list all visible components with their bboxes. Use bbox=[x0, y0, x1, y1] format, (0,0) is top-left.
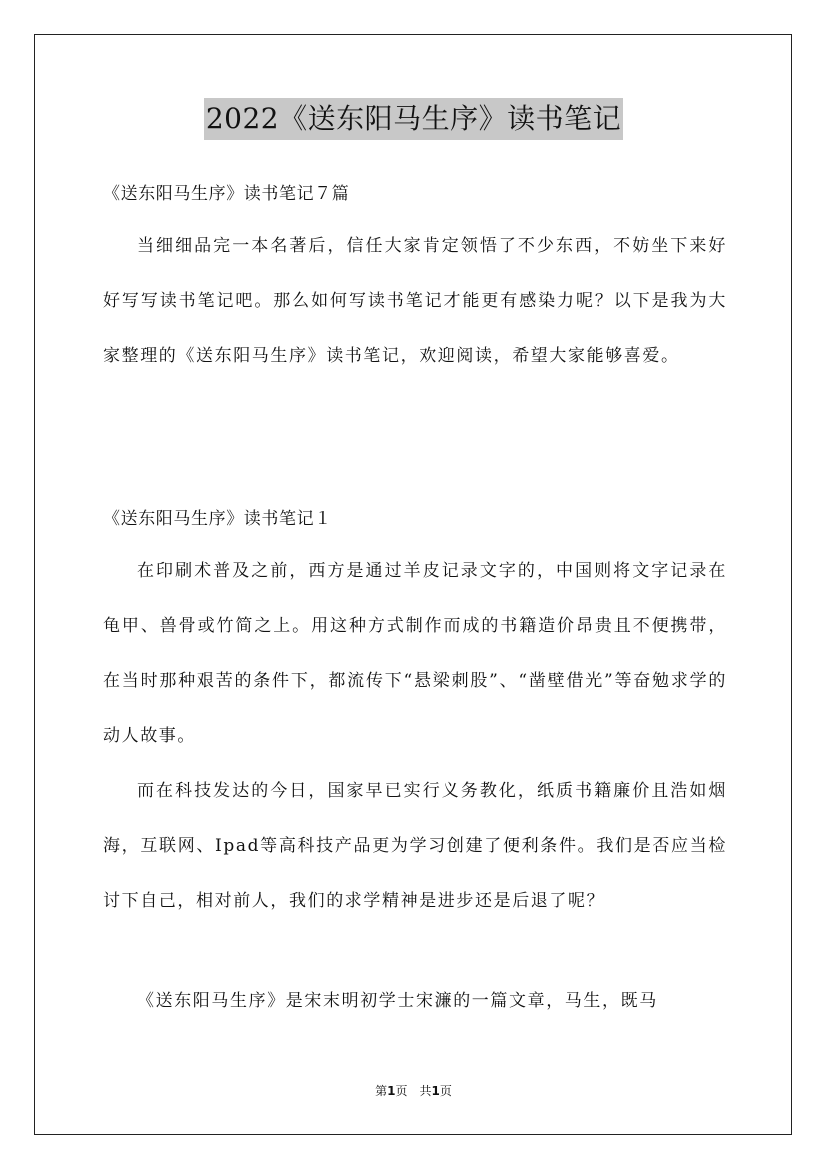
intro-heading: 《送东阳马生序》读书笔记７篇 bbox=[103, 184, 350, 204]
footer-suffix: 页 bbox=[439, 1084, 452, 1098]
body-paragraph: 《送东阳马生序》是宋末明初学士宋濂的一篇文章，马生，既马 bbox=[137, 991, 658, 1011]
footer-page-total: 1 bbox=[431, 1084, 440, 1098]
body-paragraph: 在印刷术普及之前，西方是通过羊皮记录文字的，中国则将文字记录在龟甲、兽骨或竹简之上。用这种方式制作而成的书籍造价昂贵且不便携带，在当时那种艰苦的条件下，都流传下“悬梁刺股”、“凿壁借光”等奋勉求学的动人故事。 bbox=[103, 561, 727, 746]
footer-prefix: 第 bbox=[375, 1084, 388, 1098]
document-title: 2022《送东阳马生序》读书笔记 bbox=[204, 98, 623, 140]
footer-page-number: 1 bbox=[387, 1084, 396, 1098]
body-paragraph: 而在科技发达的今日，国家早已实行义务教化，纸质书籍廉价且浩如烟海，互联网、Ipad等高科技产品更为学习创建了便利条件。我们是否应当检讨下自己，相对前人，我们的求学精神是进步还是后退了呢？ bbox=[103, 781, 727, 911]
page-footer bbox=[0, 1083, 827, 1099]
section-heading: 《送东阳马生序》读书笔记１ bbox=[103, 509, 332, 529]
title-container bbox=[0, 98, 827, 140]
footer-mid: 页 共 bbox=[395, 1084, 432, 1098]
intro-paragraph: 当细细品完一本名著后，信任大家肯定领悟了不少东西，不妨坐下来好好写写读书笔记吧。那么如何写读书笔记才能更有感染力呢？以下是我为大家整理的《送东阳马生序》读书笔记，欢迎阅读，希望大家能够喜爱。 bbox=[103, 236, 727, 366]
